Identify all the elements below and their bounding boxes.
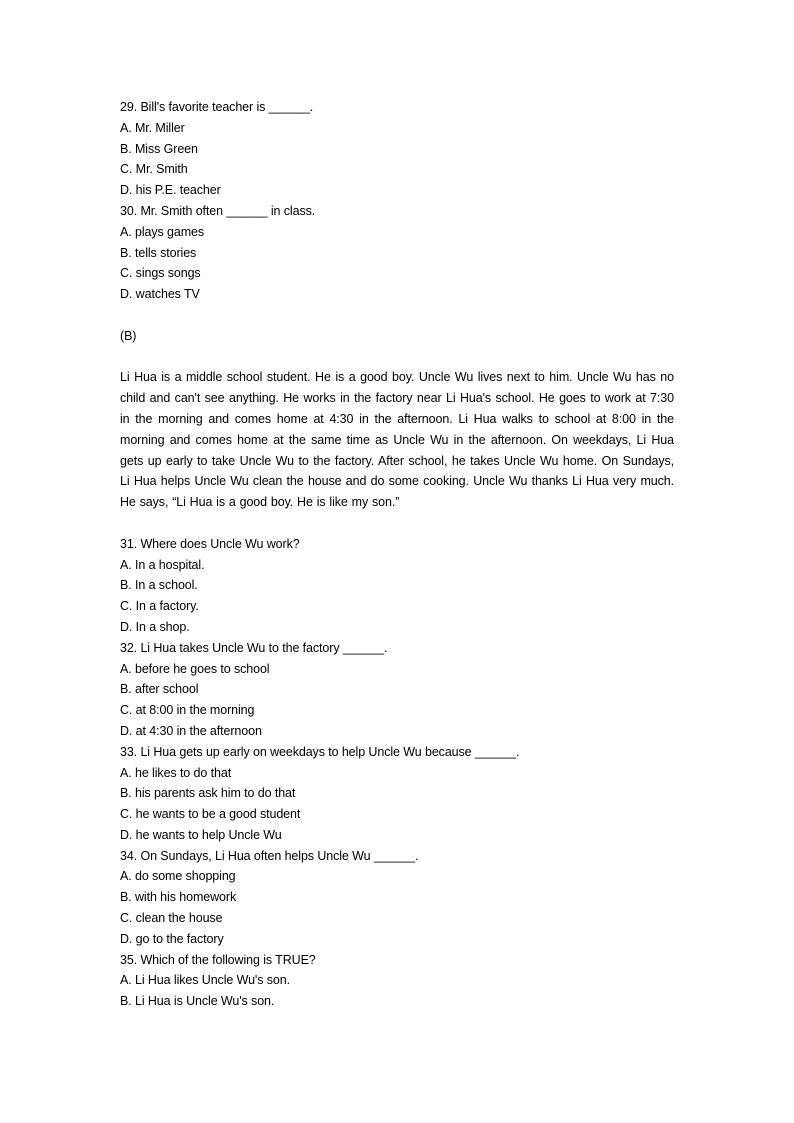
option-c: C. Mr. Smith	[120, 162, 188, 177]
question-34	[120, 846, 674, 950]
question-text: 32. Li Hua takes Uncle Wu to the factory ______.	[120, 640, 388, 655]
option-b: B. tells stories	[120, 245, 197, 260]
option-a: A. Mr. Miller	[120, 120, 185, 135]
document-page	[120, 97, 674, 1012]
option-d: D. go to the factory	[120, 931, 224, 946]
option-a: A. plays games	[120, 224, 205, 239]
question-text: 35. Which of the following is TRUE?	[120, 952, 316, 967]
spacer	[120, 305, 674, 326]
option-a: A. before he goes to school	[120, 661, 270, 676]
question-31	[120, 534, 674, 638]
question-text: 34. On Sundays, Li Hua often helps Uncle Wu ______.	[120, 848, 419, 863]
option-b: B. after school	[120, 682, 199, 697]
question-30	[120, 201, 674, 305]
option-a: A. he likes to do that	[120, 765, 232, 780]
question-text: 30. Mr. Smith often ______ in class.	[120, 203, 316, 218]
option-b: B. his parents ask him to do that	[120, 786, 296, 801]
question-29	[120, 97, 674, 201]
spacer	[120, 513, 674, 534]
section-label: (B)	[120, 328, 137, 343]
option-a: A. In a hospital.	[120, 557, 205, 572]
option-b: B. with his homework	[120, 890, 237, 905]
option-a: A. do some shopping	[120, 869, 236, 884]
option-c: C. In a factory.	[120, 599, 199, 614]
option-b: B. Li Hua is Uncle Wu's son.	[120, 994, 275, 1009]
option-b: B. In a school.	[120, 578, 198, 593]
question-text: 31. Where does Uncle Wu work?	[120, 536, 300, 551]
option-d: D. In a shop.	[120, 619, 190, 634]
option-d: D. watches TV	[120, 287, 200, 302]
question-32	[120, 638, 674, 742]
option-c: C. clean the house	[120, 911, 223, 926]
question-33	[120, 742, 674, 846]
option-d: D. at 4:30 in the afternoon	[120, 723, 262, 738]
option-b: B. Miss Green	[120, 141, 198, 156]
question-35	[120, 950, 674, 1012]
option-d: D. he wants to help Uncle Wu	[120, 827, 282, 842]
reading-passage: Li Hua is a middle school student. He is a good boy. Uncle Wu lives next to him. Uncle Wu has no child and can't see anything. He works in the factory near Li Hua's school. He goes to work at 7:30 in the morning and comes home at 4:30 in the afternoon. Li Hua walks to school at 8:00 in the morning and comes home at the same time as Uncle Wu in the afternoon. On weekdays, Li Hua gets up early to take Uncle Wu to the factory. After school, he takes Uncle Wu home. On Sundays, Li Hua helps Uncle Wu clean the house and do some cooking. Uncle Wu thanks Li Hua very much. He says, “Li Hua is a good boy. He is like my son.”	[120, 370, 674, 510]
option-a: A. Li Hua likes Uncle Wu's son.	[120, 973, 290, 988]
spacer	[120, 347, 674, 368]
option-c: C. at 8:00 in the morning	[120, 703, 255, 718]
question-text: 29. Bill's favorite teacher is ______.	[120, 100, 314, 114]
question-text: 33. Li Hua gets up early on weekdays to help Uncle Wu because ______.	[120, 744, 520, 759]
option-c: C. he wants to be a good student	[120, 807, 301, 822]
option-d: D. his P.E. teacher	[120, 183, 221, 198]
option-c: C. sings songs	[120, 266, 201, 281]
